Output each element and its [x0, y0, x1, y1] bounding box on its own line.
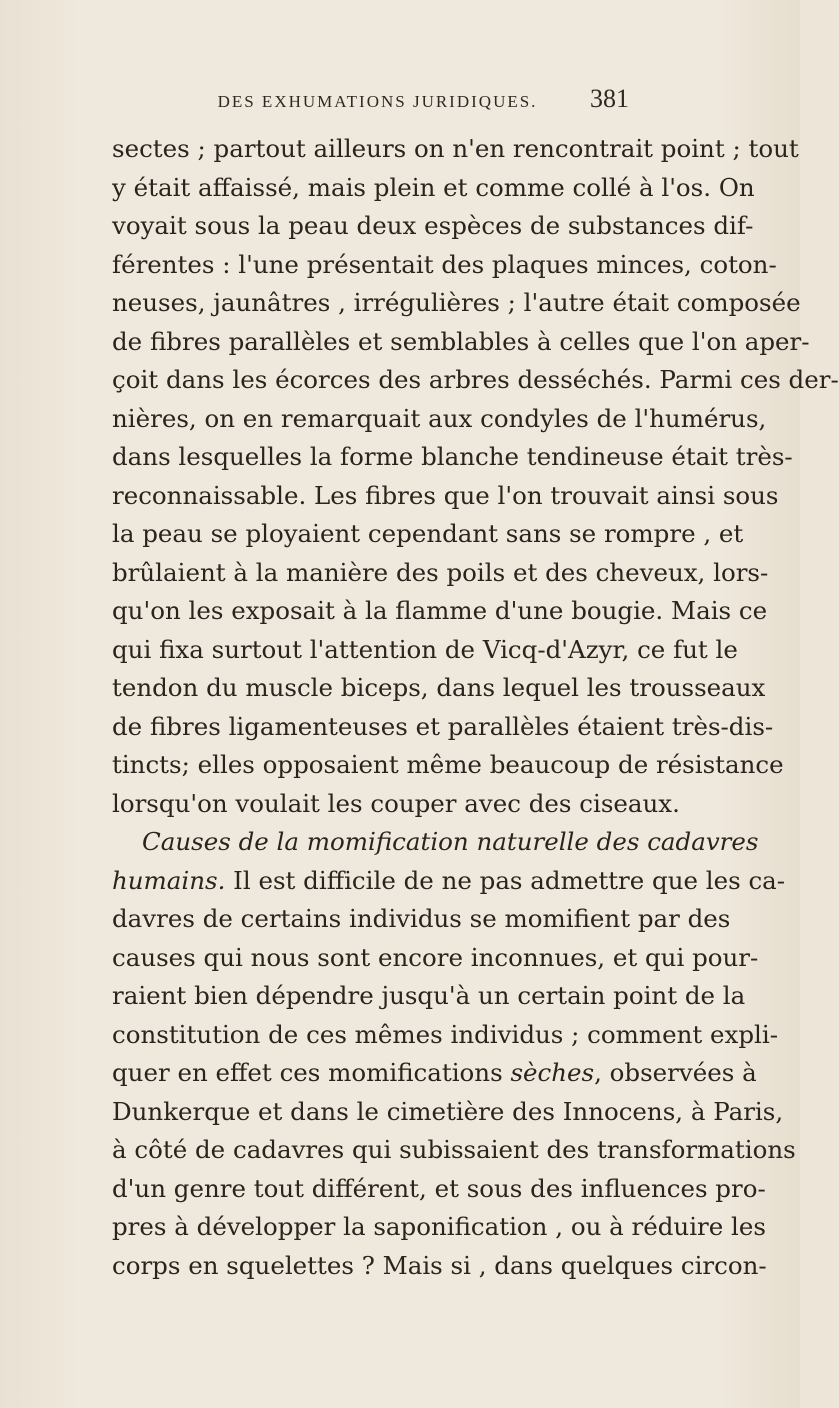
- text-line: raient bien dépendre jusqu'à un certain point de la: [112, 981, 746, 1010]
- text-line: nières, on en remarquait aux condyles de l'humérus,: [112, 403, 767, 433]
- text-line: [112, 1054, 757, 1093]
- text-line: tendon du muscle biceps, dans lequel les trousseaux: [112, 673, 766, 702]
- text-line: çoit dans les écorces des arbres desséchés. Parmi ces der-: [112, 365, 839, 394]
- text-line: sectes ; partout ailleurs on n'en rencontrait point ; tout: [112, 134, 799, 163]
- text-line: de fibres parallèles et semblables à celles que l'on aper-: [112, 326, 810, 356]
- text-line: neuses, jaunâtres , irrégulières ; l'autre était composée: [112, 288, 801, 317]
- page-number: 381: [590, 84, 629, 113]
- section-heading-end: humains.: [112, 865, 226, 895]
- text-line: lorsqu'on voulait les couper avec des ciseaux.: [112, 788, 680, 818]
- text-line: corps en squelettes ? Mais si , dans quelques circon-: [112, 1250, 767, 1280]
- text-fragment: Il est difficile de ne pas admettre que les ca-: [225, 865, 786, 895]
- text-line: d'un genre tout différent, et sous des influences pro-: [112, 1173, 766, 1203]
- emphasis: sèches: [510, 1058, 595, 1087]
- text-line: la peau se ployaient cependant sans se rompre , et: [112, 519, 744, 548]
- text-line: [112, 862, 786, 901]
- text-line: qu'on les exposait à la flamme d'une bougie. Mais ce: [112, 596, 768, 625]
- text-fragment: , observées à: [594, 1058, 757, 1087]
- text-line: dans lesquelles la forme blanche tendineuse était très-: [112, 442, 793, 471]
- text-line: causes qui nous sont encore inconnues, et qui pour-: [112, 942, 759, 972]
- text-line: de fibres ligamenteuses et parallèles étaient très-dis-: [112, 711, 774, 741]
- text-line: qui fixa surtout l'attention de Vicq-d'Azyr, ce fut le: [112, 634, 738, 664]
- text-line: brûlaient à la manière des poils et des cheveux, lors-: [112, 557, 769, 587]
- running-title: DES EXHUMATIONS JURIDIQUES.: [217, 92, 538, 111]
- text-line: Dunkerque et dans le cimetière des Innocens, à Paris,: [112, 1096, 784, 1126]
- text-line: reconnaissable. Les fibres que l'on trouvait ainsi sous: [112, 480, 779, 510]
- text-line: y était affaissé, mais plein et comme collé à l'os. On: [112, 172, 755, 202]
- text-line: à côté de cadavres qui subissaient des transformations: [112, 1135, 796, 1164]
- text-line: davres de certains individus se momifient par des: [112, 904, 731, 933]
- text-line: tincts; elles opposaient même beaucoup de résistance: [112, 750, 784, 779]
- text-fragment: quer en effet ces momifications: [112, 1058, 511, 1087]
- text-line: voyait sous la peau deux espèces de substances dif-: [112, 211, 754, 240]
- section-heading: Causes de la momification naturelle des cadavres: [142, 827, 759, 856]
- text-line: férentes : l'une présentait des plaques minces, coton-: [112, 249, 777, 279]
- text-line: pres à développer la saponification , ou à réduire les: [112, 1212, 766, 1241]
- text-line: constitution de ces mêmes individus ; comment expli-: [112, 1019, 778, 1049]
- body-text: [112, 130, 839, 1285]
